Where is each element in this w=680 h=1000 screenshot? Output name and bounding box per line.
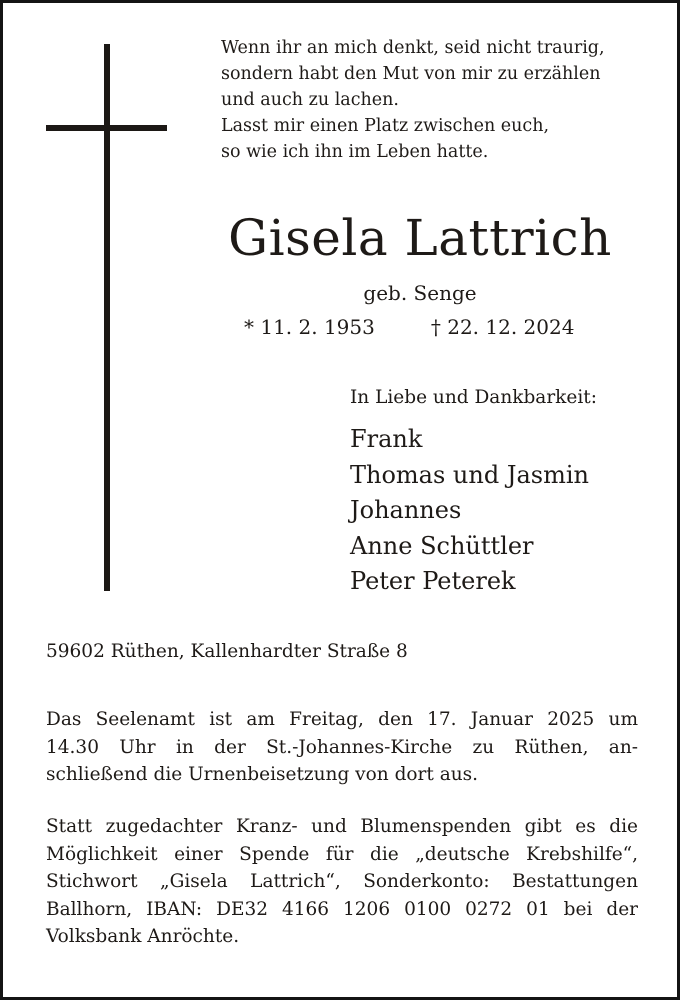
poem (221, 35, 661, 165)
service-notice-line: Das Seelenamt ist am Freitag, den 17. Januar 2025 um (46, 709, 638, 730)
donation-notice-line: Möglichkeit einer Spende für die „deutsche Krebshilfe“, (46, 843, 638, 865)
service-notice (46, 706, 638, 789)
mourner-name: Anne Schüttler (350, 531, 534, 560)
donation-notice-line: Ballhorn, IBAN: DE32 4166 1206 0100 0272 01 bei der (46, 898, 638, 920)
poem-line: und auch zu lachen. (221, 90, 399, 110)
death-date: † 22. 12. 2024 (430, 315, 575, 339)
birth-date: * 11. 2. 1953 (244, 315, 375, 339)
donation-notice-line: Volksbank Anröchte. (46, 926, 240, 947)
donation-notice-line: Stichwort „Gisela Lattrich“, Sonderkonto: Bestattungen (46, 871, 638, 892)
poem-line: Wenn ihr an mich denkt, seid nicht traurig, (221, 38, 605, 58)
deceased-name: Gisela Lattrich (228, 209, 612, 267)
mourners-intro: In Liebe und Dankbarkeit: (350, 387, 597, 408)
poem-line: so wie ich ihn im Leben hatte. (221, 142, 489, 162)
donation-notice (46, 813, 638, 951)
service-notice-line: 14.30 Uhr in der St.-Johannes-Kirche zu Rüthen, an- (46, 736, 638, 758)
family-address: 59602 Rüthen, Kallenhardter Straße 8 (46, 641, 408, 662)
service-notice-line: schließend die Urnenbeisetzung von dort aus. (46, 764, 479, 785)
mourner-name: Johannes (350, 496, 462, 524)
poem-line: sondern habt den Mut von mir zu erzählen (221, 64, 601, 84)
donation-notice-line: Statt zugedachter Kranz- und Blumenspenden gibt es die (46, 816, 638, 837)
mourners-list (350, 422, 589, 600)
life-dates (244, 312, 574, 342)
cross-horizontal-bar (46, 125, 167, 131)
mourner-name: Peter Peterek (350, 567, 516, 595)
maiden-name: geb. Senge (363, 281, 477, 305)
poem-line: Lasst mir einen Platz zwischen euch, (221, 116, 550, 136)
mourner-name: Thomas und Jasmin (350, 460, 589, 489)
mourner-name: Frank (350, 425, 423, 453)
